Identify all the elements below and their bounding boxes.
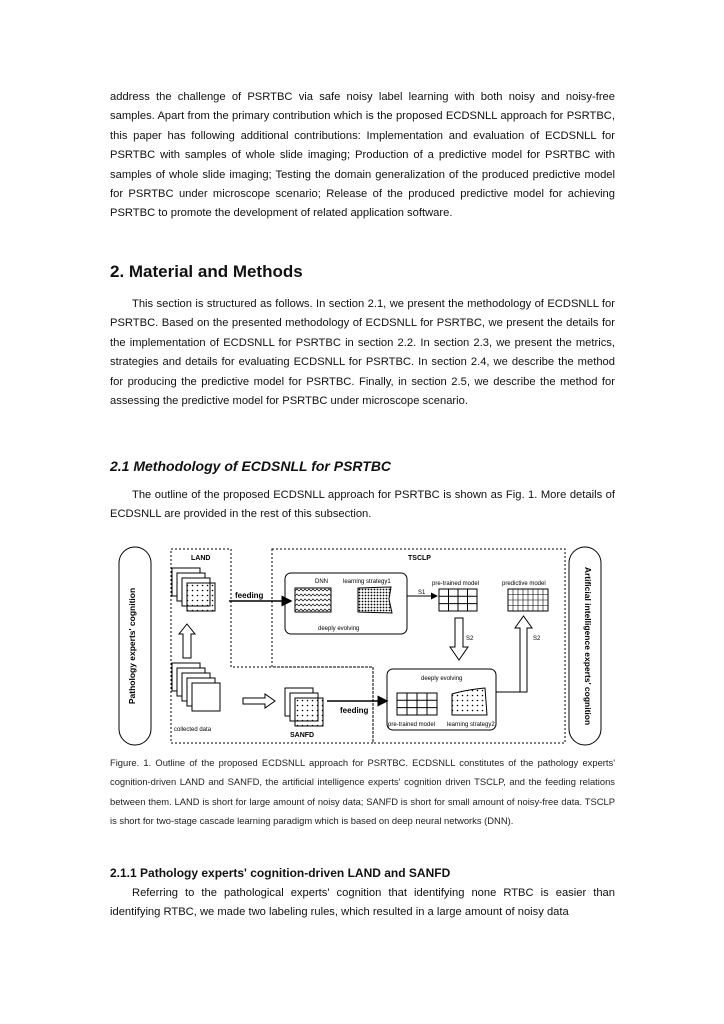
subsubsection-heading: 2.1.1 Pathology experts' cognition-driven LAND and SANFD bbox=[110, 866, 451, 880]
pretrained-model-top-label: pre-trained model bbox=[432, 581, 480, 587]
sanfd-data-stack bbox=[285, 688, 323, 726]
intro-paragraph: address the challenge of PSRTBC via safe noisy label learning with both noisy and noisy-free samples. Apart from the primary contribution which is the proposed ECDSNLL approach for PSRTBC, this paper has following additional contributions: Implementation and evaluation of ECDSNLL for PSRTBC with samples of whole slide imaging; Production of a predictive model for PSRTBC with samples of whole slide imaging; Testing the domain generalization of the produced predictive model for PSRTBC under microscope scenario; Release of the produced predictive model for achieving PSRTBC to promote the development of related application software. bbox=[110, 91, 615, 220]
pathology-experts-label: Pathology experts' cognition bbox=[127, 587, 137, 705]
collected-to-sanfd-arrow bbox=[243, 694, 275, 708]
s2-right-label: S2 bbox=[533, 636, 541, 642]
learning-strategy2-icon bbox=[452, 688, 487, 715]
tsclp-label: TSCLP bbox=[408, 555, 431, 562]
section-heading: 2. Material and Methods bbox=[110, 262, 303, 281]
ai-experts-label: Artificial intelligence experts' cognition bbox=[583, 566, 593, 726]
predictive-model-grid bbox=[508, 589, 548, 611]
pretrained-model-bottom-label: pre-trained model bbox=[388, 722, 436, 728]
pretrained-model-bottom-grid bbox=[397, 693, 437, 715]
deeply-evolving-top-label: deeply evolving bbox=[318, 626, 360, 632]
land-label: LAND bbox=[191, 555, 211, 562]
subsubsection-paragraph: Referring to the pathological experts' cognition that identifying none RTBC is easier than identifying RTBC, we made two labeling rules, which resulted in a large amount of noisy data bbox=[110, 887, 615, 919]
learning-strategy2-label: learning strategy2 bbox=[447, 722, 495, 728]
section-paragraph: This section is structured as follows. In section 2.1, we present the methodology of ECDSNLL for PSRTBC. Based on the presented methodology of ECDSNLL for PSRTBC, we present the details for the implementation of ECDSNLL for PSRTBC in section 2.2. In section 2.3, we present the metrics, strategies and details for evaluating ECDSNLL for PSRTBC. In section 2.4, we describe the method for producing the predictive model for PSRTBC. Finally, in section 2.5, we describe the method for assessing the predictive model for PSRTBC under microscope scenario. bbox=[110, 298, 615, 408]
collected-to-land-arrow bbox=[179, 624, 195, 658]
subsection-paragraph: The outline of the proposed ECDSNLL approach for PSRTBC is shown as Fig. 1. More details of ECDSNLL are provided in the rest of this subsection. bbox=[110, 489, 615, 521]
learning-strategy1-icon bbox=[358, 587, 392, 613]
feeding-label-bottom: feeding bbox=[340, 706, 369, 715]
s2-left-label: S2 bbox=[466, 636, 474, 642]
figure-1-diagram bbox=[115, 543, 605, 748]
s2-up-arrow bbox=[515, 616, 532, 692]
dnn-label: DNN bbox=[315, 579, 328, 585]
sanfd-label: SANFD bbox=[290, 732, 315, 739]
collected-data-stack bbox=[172, 663, 220, 711]
s1-label: S1 bbox=[418, 590, 426, 596]
learning-strategy1-label: learning strategy1 bbox=[343, 579, 391, 585]
figure-caption: Figure. 1. Outline of the proposed ECDSNLL approach for PSRTBC. ECDSNLL constitutes of the pathology experts' cognition-driven LAND and SANFD, the artificial intelligence experts' cognition driven TSCLP, and the feeding relations between them. LAND is short for large amount of noisy data; SANFD is short for small amount of noisy-free data. TSCLP is short for two-stage cascade learning paradigm which is based on deep neural networks (DNN). bbox=[110, 757, 615, 826]
subsection-heading: 2.1 Methodology of ECDSNLL for PSRTBC bbox=[110, 458, 392, 474]
feeding-label-top: feeding bbox=[235, 591, 264, 600]
collected-data-label: collected data bbox=[174, 727, 212, 733]
land-data-stack bbox=[172, 568, 215, 611]
predictive-model-label: predictive model bbox=[502, 581, 546, 587]
dnn-icon bbox=[295, 588, 331, 612]
deeply-evolving-bottom-label: deeply evolving bbox=[421, 676, 463, 682]
pretrained-model-top-grid bbox=[439, 589, 477, 611]
